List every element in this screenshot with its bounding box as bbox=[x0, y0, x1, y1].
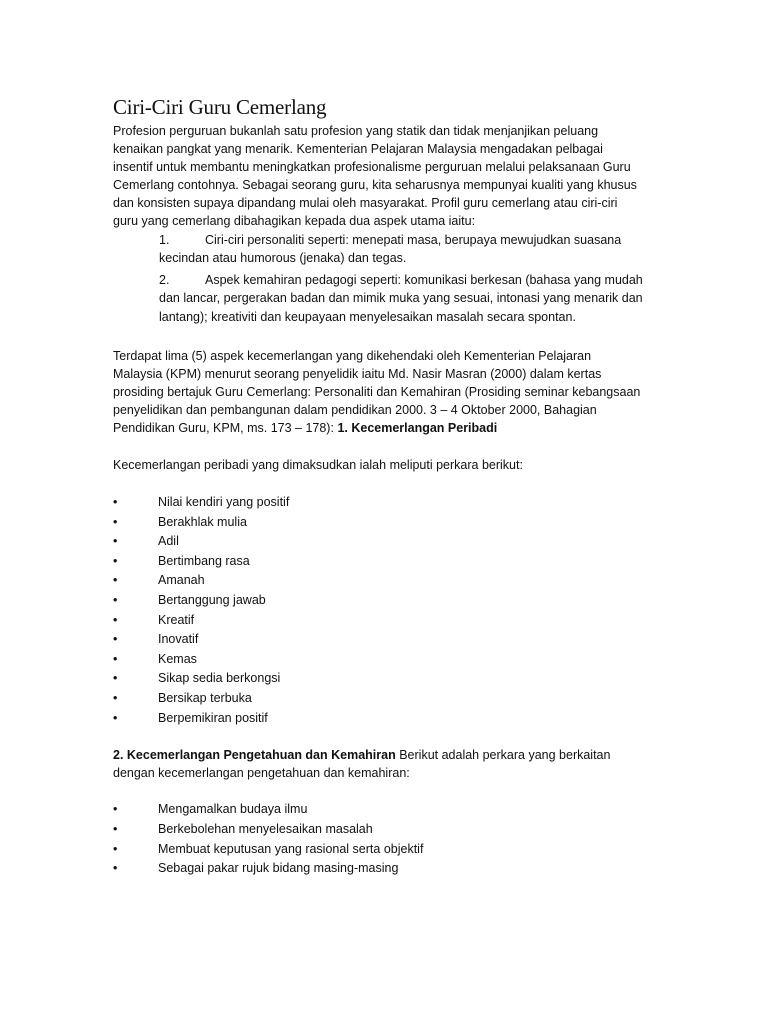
bullet: • bbox=[113, 553, 118, 568]
list-item-text: Kemas bbox=[158, 651, 197, 666]
numbered-item bbox=[113, 231, 643, 268]
bullet: • bbox=[113, 861, 118, 876]
peribadi-intro: Kecemerlangan peribadi yang dimaksudkan ialah meliputi perkara berikut: bbox=[113, 458, 523, 472]
bullet: • bbox=[113, 573, 118, 588]
bullet: • bbox=[113, 671, 118, 686]
item-number: 2. bbox=[159, 272, 170, 287]
list-item-text: Membuat keputusan yang rasional serta objektif bbox=[158, 841, 424, 856]
item-number: 1. bbox=[159, 232, 170, 247]
pengetahuan-list bbox=[113, 800, 643, 878]
bullet: • bbox=[113, 691, 118, 706]
list-item bbox=[113, 840, 643, 860]
list-item-text: Sikap sedia berkongsi bbox=[158, 671, 281, 686]
list-item bbox=[113, 532, 643, 552]
list-item bbox=[113, 709, 643, 729]
bullet: • bbox=[113, 632, 118, 647]
list-item bbox=[113, 820, 643, 840]
list-item bbox=[113, 513, 643, 533]
list-item bbox=[113, 650, 643, 670]
list-item-text: Sebagai pakar rujuk bidang masing-masing bbox=[158, 861, 399, 876]
intro-paragraph: Profesion perguruan bukanlah satu profesion yang statik dan tidak menjanjikan peluang kenaikan pangkat yang menarik. Kementerian Pelajaran Malaysia mengadakan pelbagai insentif untuk membantu meningkatkan profesionalisme perguruan melalui pelaksanaan Guru Cemerlang contohnya. Sebagai seorang guru, kita seharusnya mempunyai kualiti yang khusus dan konsisten supaya dipandang mulai oleh masyarakat. Profil guru cemerlang atau ciri-ciri guru yang cemerlang dibahagikan kepada dua aspek utama iaitu: bbox=[113, 124, 637, 229]
bullet: • bbox=[113, 495, 118, 510]
list-item bbox=[113, 630, 643, 650]
list-item-text: Berkebolehan menyelesaikan masalah bbox=[158, 822, 373, 836]
bullet: • bbox=[113, 802, 118, 817]
list-item-text: Bersikap terbuka bbox=[158, 691, 252, 706]
spacer bbox=[113, 437, 643, 456]
bullet: • bbox=[113, 710, 118, 725]
bullet: • bbox=[113, 612, 118, 627]
numbered-list bbox=[113, 231, 643, 327]
bullet: • bbox=[113, 841, 118, 856]
bullet: • bbox=[113, 593, 118, 608]
spacer bbox=[113, 328, 643, 347]
list-item bbox=[113, 571, 643, 591]
pengetahuan-paragraph bbox=[113, 746, 643, 782]
bullet: • bbox=[113, 534, 118, 549]
list-item bbox=[113, 689, 643, 709]
spacer bbox=[113, 782, 643, 800]
item-text: Aspek kemahiran pedagogi seperti: komunikasi berkesan (bahasa yang mudah dan lancar, pergerakan badan dan mimik muka yang sesuai, intonasi yang menarik dan lantang); kreativiti dan keupayaan menyelesaikan masalah secara spontan. bbox=[159, 272, 643, 324]
aspects-text: Terdapat lima (5) aspek kecemerlangan yang dikehendaki oleh Kementerian Pelajaran Malaysia (KPM) menurut seorang penyelidik iaitu Md. Nasir Masran (2000) dalam kertas prosiding bertajuk Guru Cemerlang: Personaliti dan Kemahiran (Prosiding seminar kebangsaan penyelidikan dan pembangunan dalam pendidikan 2000. 3 – 4 Oktober 2000, Bahagian Pendidikan Guru, KPM, ms. 173 – 178): bbox=[113, 348, 641, 435]
list-item-text: Kreatif bbox=[158, 612, 195, 627]
list-item-text: Mengamalkan budaya ilmu bbox=[158, 802, 308, 817]
list-item bbox=[113, 552, 643, 572]
item-text: Ciri-ciri personaliti seperti: menepati masa, berupaya mewujudkan suasana kecindan atau humorous (jenaka) dan tegas. bbox=[159, 232, 622, 266]
list-item-text: Bertanggung jawab bbox=[158, 593, 266, 608]
list-item bbox=[113, 591, 643, 611]
pengetahuan-text: Berikut adalah perkara yang berkaitan dengan kecemerlangan pengetahuan dan kemahiran: bbox=[113, 748, 611, 781]
list-item bbox=[113, 669, 643, 689]
document-title: Ciri-Ciri Guru Cemerlang bbox=[113, 95, 327, 119]
list-item-text: Bertimbang rasa bbox=[158, 553, 250, 568]
section-heading-pengetahuan: 2. Kecemerlangan Pengetahuan dan Kemahiran bbox=[113, 748, 396, 763]
bullet: • bbox=[113, 514, 118, 529]
list-item bbox=[113, 493, 643, 513]
section-heading-peribadi: 1. Kecemerlangan Peribadi bbox=[337, 420, 498, 435]
list-item-text: Inovatif bbox=[158, 632, 199, 647]
list-item bbox=[113, 859, 643, 879]
list-item-text: Amanah bbox=[158, 573, 205, 588]
bullet: • bbox=[113, 651, 118, 666]
list-item bbox=[113, 611, 643, 631]
peribadi-list bbox=[113, 493, 643, 728]
list-item bbox=[113, 800, 643, 820]
document-page bbox=[113, 94, 643, 879]
list-item-text: Berakhlak mulia bbox=[158, 514, 247, 529]
spacer bbox=[113, 474, 643, 493]
bullet: • bbox=[113, 822, 118, 836]
list-item-text: Adil bbox=[158, 534, 179, 549]
list-item-text: Berpemikiran positif bbox=[158, 710, 268, 725]
spacer bbox=[113, 728, 643, 746]
numbered-item bbox=[113, 271, 643, 327]
list-item-text: Nilai kendiri yang positif bbox=[158, 495, 290, 510]
aspects-paragraph bbox=[113, 347, 643, 437]
